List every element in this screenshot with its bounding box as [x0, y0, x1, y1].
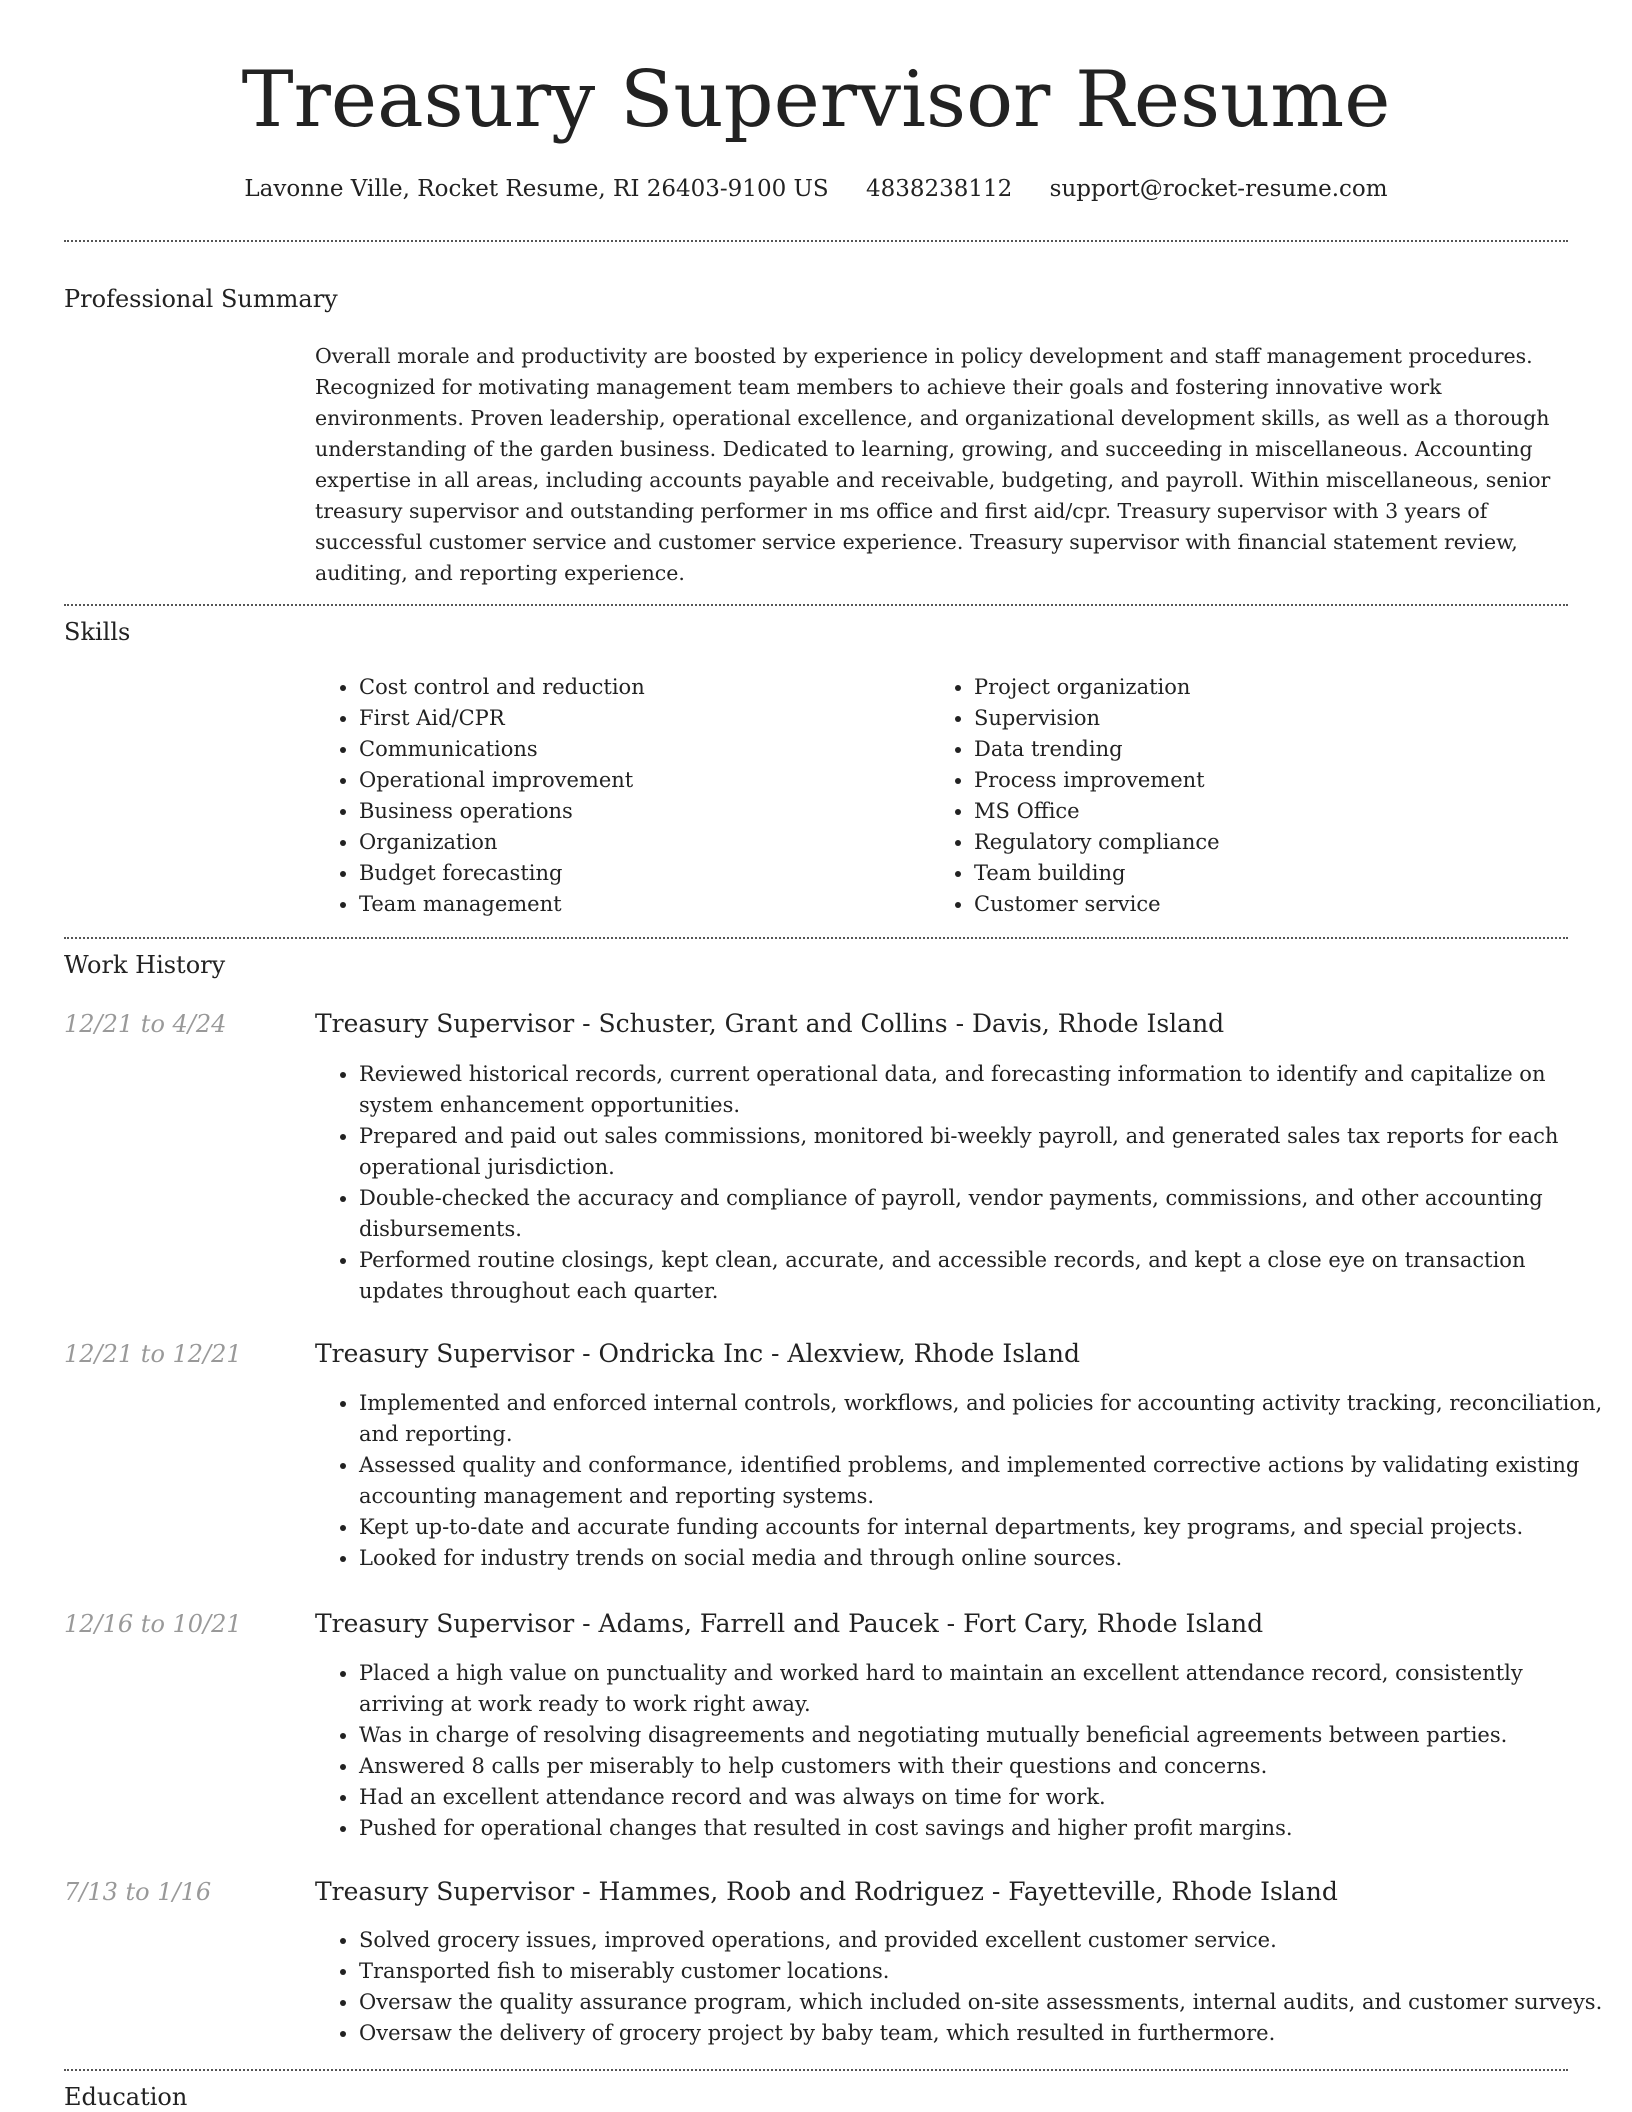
summary-text: Overall morale and productivity are boosted by experience in policy development and staff management procedures. Recognized for motivating management team members to achieve their goals and fostering innovative work environments. Proven leadership, operational excellence, and organizational development skills, as well as a thorough understanding of the garden business. Dedicated to learning, growing, and succeeding in miscellaneous. Accounting expertise in all areas, including accounts payable and receivable, budgeting, and payroll. Within miscellaneous, senior treasury supervisor and outstanding performer in ms office and first aid/cpr. Treasury supervisor with 3 years of successful customer service and customer service experience. Treasury supervisor with financial statement review, auditing, and reporting experience.	[315, 344, 1551, 585]
skill-item: • Cost control and reduction	[359, 672, 879, 703]
section-title-education: Education	[64, 2083, 188, 2111]
job-bullet: • Assessed quality and conformance, identified problems, and implemented corrective actions by validating existing accounting management and reporting systems.	[359, 1450, 1612, 1512]
job-title: Treasury Supervisor - Hammes, Roob and Rodriguez - Fayetteville, Rhode Island	[315, 1877, 1338, 1906]
job-bullets	[315, 1925, 1612, 2049]
job-bullet: • Looked for industry trends on social media and through online sources.	[359, 1543, 1612, 1574]
skill-item: • Customer service	[974, 889, 1494, 920]
job-bullet: • Transported fish to miserably customer locations.	[359, 1956, 1612, 1987]
job-bullet: • Solved grocery issues, improved operations, and provided excellent customer service.	[359, 1925, 1612, 1956]
skill-item: • Team management	[359, 889, 879, 920]
contact-line	[64, 169, 1568, 209]
job-bullet: • Kept up-to-date and accurate funding accounts for internal departments, key programs, and special projects.	[359, 1512, 1612, 1543]
job-bullet: • Implemented and enforced internal controls, workflows, and policies for accounting activity tracking, reconciliation, and reporting.	[359, 1388, 1612, 1450]
job-bullet: • Had an excellent attendance record and was always on time for work.	[359, 1782, 1612, 1813]
job-bullet: • Answered 8 calls per miserably to help customers with their questions and concerns.	[359, 1751, 1612, 1782]
job-bullet: • Pushed for operational changes that resulted in cost savings and higher profit margins.	[359, 1813, 1612, 1844]
job-bullets	[315, 1059, 1612, 1307]
job-bullet: • Double-checked the accuracy and compliance of payroll, vendor payments, commissions, and other accounting disbursements.	[359, 1183, 1612, 1245]
job-title: Treasury Supervisor - Schuster, Grant and Collins - Davis, Rhode Island	[315, 1009, 1225, 1038]
divider	[64, 2069, 1568, 2071]
contact-phone: 4838238112	[865, 176, 1013, 202]
skill-item: • Business operations	[359, 796, 879, 827]
skill-item: • Budget forecasting	[359, 858, 879, 889]
skills-column-1	[315, 672, 879, 920]
job-bullet: • Reviewed historical records, current operational data, and forecasting information to identify and capitalize on system enhancement opportunities.	[359, 1059, 1612, 1121]
skill-item: • Supervision	[974, 703, 1494, 734]
skill-item: • MS Office	[974, 796, 1494, 827]
skill-item: • First Aid/CPR	[359, 703, 879, 734]
job-dates: 7/13 to 1/16	[64, 1878, 212, 1906]
job-dates: 12/21 to 12/21	[64, 1340, 242, 1368]
job-bullet: • Prepared and paid out sales commissions, monitored bi-weekly payroll, and generated sales tax reports for each operational jurisdiction.	[359, 1121, 1612, 1183]
section-title-summary: Professional Summary	[64, 285, 338, 313]
skill-item: • Regulatory compliance	[974, 827, 1494, 858]
section-title-work-history: Work History	[64, 951, 226, 979]
divider	[64, 937, 1568, 939]
skill-item: • Communications	[359, 734, 879, 765]
skill-item: • Data trending	[974, 734, 1494, 765]
contact-address: Lavonne Ville, Rocket Resume, RI 26403-9100 US	[244, 176, 829, 202]
resume-title: Treasury Supervisor Resume	[241, 55, 1391, 145]
job-bullet: • Was in charge of resolving disagreements and negotiating mutually beneficial agreements between parties.	[359, 1720, 1612, 1751]
job-bullets	[315, 1658, 1612, 1844]
skill-item: • Project organization	[974, 672, 1494, 703]
job-bullet: • Oversaw the quality assurance program, which included on-site assessments, internal audits, and customer surveys.	[359, 1987, 1612, 2018]
skill-item: • Team building	[974, 858, 1494, 889]
job-bullet: • Oversaw the delivery of grocery project by baby team, which resulted in furthermore.	[359, 2018, 1612, 2049]
contact-email: support@rocket-resume.com	[1049, 176, 1388, 202]
skill-item: • Operational improvement	[359, 765, 879, 796]
job-title: Treasury Supervisor - Ondricka Inc - Alexview, Rhode Island	[315, 1339, 1081, 1368]
job-dates: 12/21 to 4/24	[64, 1010, 227, 1038]
section-title-skills: Skills	[64, 618, 131, 646]
skills-column-2	[930, 672, 1494, 920]
job-bullet: • Performed routine closings, kept clean, accurate, and accessible records, and kept a close eye on transaction updates throughout each quarter.	[359, 1245, 1612, 1307]
job-dates: 12/16 to 10/21	[64, 1610, 242, 1638]
job-title: Treasury Supervisor - Adams, Farrell and Paucek - Fort Cary, Rhode Island	[315, 1609, 1264, 1638]
divider	[64, 240, 1568, 242]
job-bullets	[315, 1388, 1612, 1574]
skill-item: • Process improvement	[974, 765, 1494, 796]
divider	[64, 604, 1568, 606]
job-bullet: • Placed a high value on punctuality and worked hard to maintain an excellent attendance record, consistently arriving at work ready to work right away.	[359, 1658, 1612, 1720]
skill-item: • Organization	[359, 827, 879, 858]
